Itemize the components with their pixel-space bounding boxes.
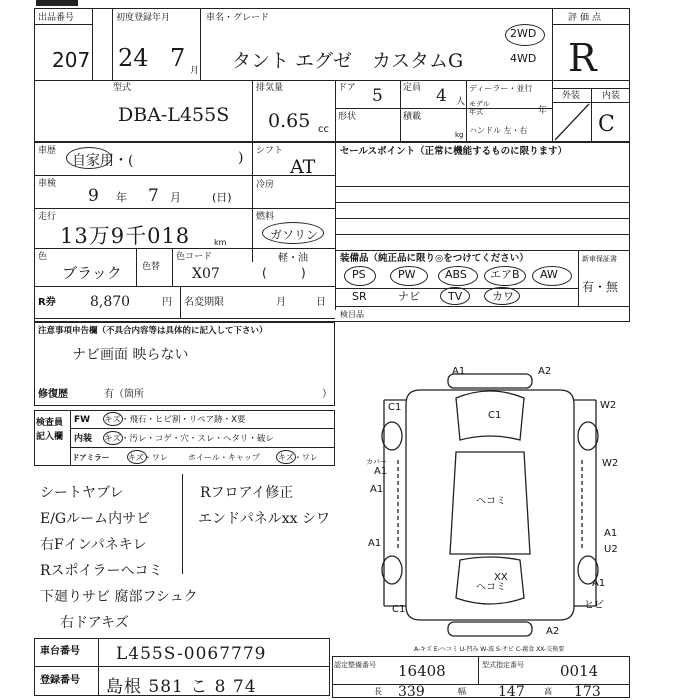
comment-left: シートヤブレ — [40, 485, 124, 501]
legend: A-キズ E-ヘコミ U-凹み W-波 S-サビ C-腐食 XX-交換要 — [414, 646, 565, 653]
equip-label: 装備品（純正品に限り◎をつけてください） — [340, 253, 529, 264]
grid-line — [34, 318, 335, 319]
color-label: 色 — [38, 252, 48, 262]
mileage-label: 走行 — [38, 212, 57, 222]
new-label: 新車保証書 — [582, 255, 617, 263]
shape-label: 形状 — [338, 112, 357, 122]
diagram-mark: W2 — [600, 400, 617, 411]
grid-line — [252, 142, 253, 262]
equip-row1 — [340, 266, 580, 286]
cooling-label: 冷房 — [256, 180, 275, 190]
diagram-mark: ヒビ — [584, 600, 604, 611]
comment-right: Rフロアイ修正 — [200, 485, 294, 501]
name-change-day: 日 — [316, 297, 326, 308]
score-value: R — [568, 36, 597, 80]
equip-item: TV — [448, 290, 463, 303]
equip-item: SR — [352, 290, 367, 303]
grid-line — [335, 234, 630, 235]
grid-line — [591, 88, 592, 142]
grid-line — [112, 8, 113, 80]
diagram-mark: A1 — [370, 484, 384, 495]
recycle-label: R券 — [38, 297, 56, 308]
diagram-mark: A1 — [368, 538, 382, 549]
grid-line — [34, 666, 330, 667]
header-tab — [36, 0, 78, 6]
equip-item: カワ — [492, 290, 514, 303]
model-value: DBA-L455S — [118, 104, 230, 126]
yen-unit: 円 — [162, 297, 172, 308]
grid-line — [478, 656, 479, 684]
score-label: 評価点 — [568, 13, 605, 23]
repair-value: 有（箇所 — [104, 389, 144, 400]
grid-line — [335, 142, 336, 310]
inspection-day: (日) — [212, 191, 232, 204]
diagram-mark: U2 — [604, 544, 618, 555]
equip-circle — [532, 266, 572, 286]
diagram-mark: へコミ — [476, 582, 506, 593]
comment-left: 右ドアキズ — [60, 615, 129, 631]
diagram-mark: A2 — [546, 626, 560, 637]
grid-line — [70, 428, 335, 429]
check-circle — [127, 450, 147, 464]
wheel-label: ホイール・キャップ — [188, 453, 260, 462]
first-reg-label: 初度登録年月 — [116, 13, 171, 23]
interior-value: C — [598, 112, 615, 137]
diagram-mark: A2 — [538, 366, 552, 377]
exterior-label: 外装 — [562, 91, 581, 101]
comment-left: 右Fインパネキレ — [40, 537, 147, 553]
equip-item: AW — [540, 268, 558, 281]
size-label: 型式指定番号 — [482, 661, 524, 669]
diagram-mark: A1 — [592, 578, 606, 589]
km-unit: km — [214, 238, 227, 247]
grid-line — [34, 24, 92, 25]
name-value: タント エグゼ — [232, 50, 353, 72]
check-text: キズ・汚レ・コゲ・穴・スレ・ヘタリ・破レ — [104, 434, 274, 444]
comment-left: 下廻りサビ 腐部フシュク — [40, 589, 198, 605]
diagram-marks — [366, 366, 618, 637]
height-label: 高 — [544, 687, 552, 696]
displacement-value: 0.65 — [268, 110, 311, 132]
lot-label: 出品番号 — [38, 13, 75, 23]
grid-line — [335, 202, 630, 203]
color-value: ブラック — [62, 264, 122, 282]
check-key: 内装 — [74, 434, 93, 444]
chassis-label: 車台番号 — [40, 646, 80, 657]
check-circle — [276, 450, 296, 464]
model-year-label: モデル年式 — [469, 100, 490, 116]
new-value: 有・無 — [582, 280, 619, 294]
kg-unit: kg — [455, 131, 464, 139]
fuel-sub-label: 軽・油 — [278, 253, 308, 264]
mileage-value: 13万9千018 — [60, 224, 191, 248]
grid-line — [335, 250, 630, 251]
inspection-year: 9 — [88, 186, 99, 206]
shift-label: シフト — [256, 146, 284, 156]
diagram-mark: C1 — [488, 410, 502, 421]
lot-value: 207 — [52, 48, 91, 72]
origin-value: 16408 — [398, 662, 446, 680]
inspection-nen: 年 — [116, 191, 127, 204]
size-value: 0014 — [560, 662, 599, 680]
width-value: 147 — [498, 684, 525, 700]
interior-label: 内装 — [602, 91, 621, 101]
diagram-mark: C1 — [392, 604, 406, 615]
check-key: FW — [74, 415, 91, 425]
capacity-value: 4 — [436, 86, 447, 106]
name-label: 車名・グレード — [206, 13, 270, 23]
car-diagram — [360, 360, 640, 640]
grid-line — [335, 186, 630, 187]
name-change-tsuki: 月 — [276, 297, 286, 308]
cc-unit: cc — [318, 124, 329, 135]
check-text: キズ・飛石・ヒビ割・リペア跡・X要 — [104, 415, 246, 425]
inspection-label: 車検 — [38, 179, 57, 189]
check-circle — [103, 431, 123, 445]
grid-line — [34, 208, 335, 209]
name-change-label: 名変期限 — [184, 297, 224, 308]
equip-circle — [344, 266, 376, 286]
grid-line — [552, 24, 630, 25]
grid-line — [70, 410, 71, 466]
diagram-mark: A1 — [604, 528, 618, 539]
diagram-mark: C1 — [388, 402, 402, 413]
fuel-sub-parens: ( ) — [262, 266, 306, 280]
door-label: ドア — [338, 83, 356, 93]
length-label: 長 — [374, 687, 382, 696]
length-value: 339 — [398, 684, 425, 700]
category-close: ) — [238, 150, 244, 166]
chassis-value: L455S-0067779 — [116, 644, 267, 664]
repair-close: ） — [322, 389, 332, 400]
check-key: ドアミラー — [72, 453, 110, 462]
equip-item: PS — [352, 268, 366, 281]
diagram-mark: へコミ — [476, 496, 506, 507]
check-text: キズ・ワレ — [128, 453, 168, 462]
shift-value: AT — [290, 156, 316, 178]
notes-value: ナビ画面 映らない — [72, 347, 189, 363]
person-unit: 人 — [456, 97, 466, 107]
dealer-label: ディーラー・並行 — [469, 84, 533, 93]
diagram-mark: W2 — [602, 458, 619, 469]
grid-line — [200, 8, 201, 80]
origin-label: 認定整備番号 — [334, 661, 376, 669]
category-label: 車歴 — [38, 146, 57, 156]
grade-value: カスタムG — [372, 50, 464, 72]
repair-label: 修復歴 — [38, 389, 68, 400]
equip-circle — [438, 266, 478, 286]
displacement-label: 排気量 — [256, 83, 284, 93]
wheel-text: キズ・ワレ — [278, 453, 318, 462]
handle-label: ハンドル 左・右 — [469, 126, 528, 135]
ext-slash — [553, 102, 591, 142]
diagram-mark: カバー — [366, 458, 387, 466]
grid-line — [92, 8, 93, 80]
equip-row2 — [340, 289, 580, 305]
equip-circle — [440, 287, 470, 305]
check-side-label: 記入欄 — [36, 432, 64, 442]
comment-left: E/Gルーム内サビ — [40, 511, 151, 527]
grid-line — [98, 638, 99, 696]
equip-item: ABS — [445, 268, 467, 281]
fuel-label: 燃料 — [256, 212, 275, 222]
grid-line — [335, 80, 336, 142]
color-code-label: 色コード — [176, 252, 213, 262]
grid-line — [400, 80, 401, 142]
inspection-month: 7 — [148, 186, 159, 206]
month-unit: 月 — [190, 66, 200, 76]
recycle-value: 8,870 — [90, 294, 131, 310]
comment-right: エンドパネルxx シワ — [198, 511, 330, 527]
grid-line — [34, 80, 630, 81]
diagram-mark: A1 — [452, 366, 466, 377]
grid-line — [70, 447, 335, 448]
grid-line — [335, 306, 630, 307]
fuel-value: ガソリン — [270, 228, 319, 242]
color-code-value: X07 — [192, 266, 220, 282]
category-value: 自家用・( — [72, 153, 134, 169]
equip-circle — [390, 266, 428, 286]
equip-item: PW — [398, 268, 416, 281]
equip-item: エアB — [490, 268, 520, 281]
grid-line — [335, 108, 552, 109]
inspection-tsuki: 月 — [170, 191, 181, 204]
color-change-label: 色替 — [142, 262, 161, 272]
grid-line — [466, 80, 467, 142]
capacity-label: 定員 — [403, 83, 422, 93]
drive-4wd: 4WD — [510, 52, 537, 65]
grid-line — [180, 286, 181, 318]
comment-left: Rスポイラーへコミ — [40, 563, 163, 579]
check-side-label: 検査員 — [36, 418, 64, 428]
first-reg-year: 24 — [118, 44, 149, 72]
grid-line — [34, 286, 335, 287]
sales-label: セールスポイント（正常に機能するものに限ります） — [340, 146, 568, 157]
reg-label: 登録番号 — [40, 675, 80, 686]
load-label: 積載 — [403, 112, 422, 122]
equip-circle — [484, 287, 520, 305]
equip-item: ナビ — [398, 290, 420, 303]
width-label: 幅 — [458, 687, 466, 696]
grid-line — [182, 474, 183, 574]
grid-line — [335, 218, 630, 219]
grid-line — [252, 80, 253, 142]
equip-circle — [484, 266, 526, 286]
model-label: 型式 — [113, 83, 132, 93]
height-value: 173 — [574, 684, 601, 700]
notes-label: 注意事項申告欄（不具合内容等は具体的に記入して下さい） — [38, 326, 268, 336]
extra-label: 検目品 — [340, 310, 364, 319]
diagram-mark: XX — [494, 572, 508, 583]
first-reg-month: 7 — [170, 44, 186, 72]
year-unit: 年 — [538, 106, 548, 116]
door-value: 5 — [372, 86, 383, 106]
grid-line — [172, 248, 173, 286]
diagram-mark: A1 — [374, 466, 388, 477]
check-circle — [103, 412, 123, 426]
drive-2wd: 2WD — [510, 27, 537, 40]
reg-value: 島根 581 こ 8 74 — [106, 677, 257, 697]
grid-line — [136, 248, 137, 286]
